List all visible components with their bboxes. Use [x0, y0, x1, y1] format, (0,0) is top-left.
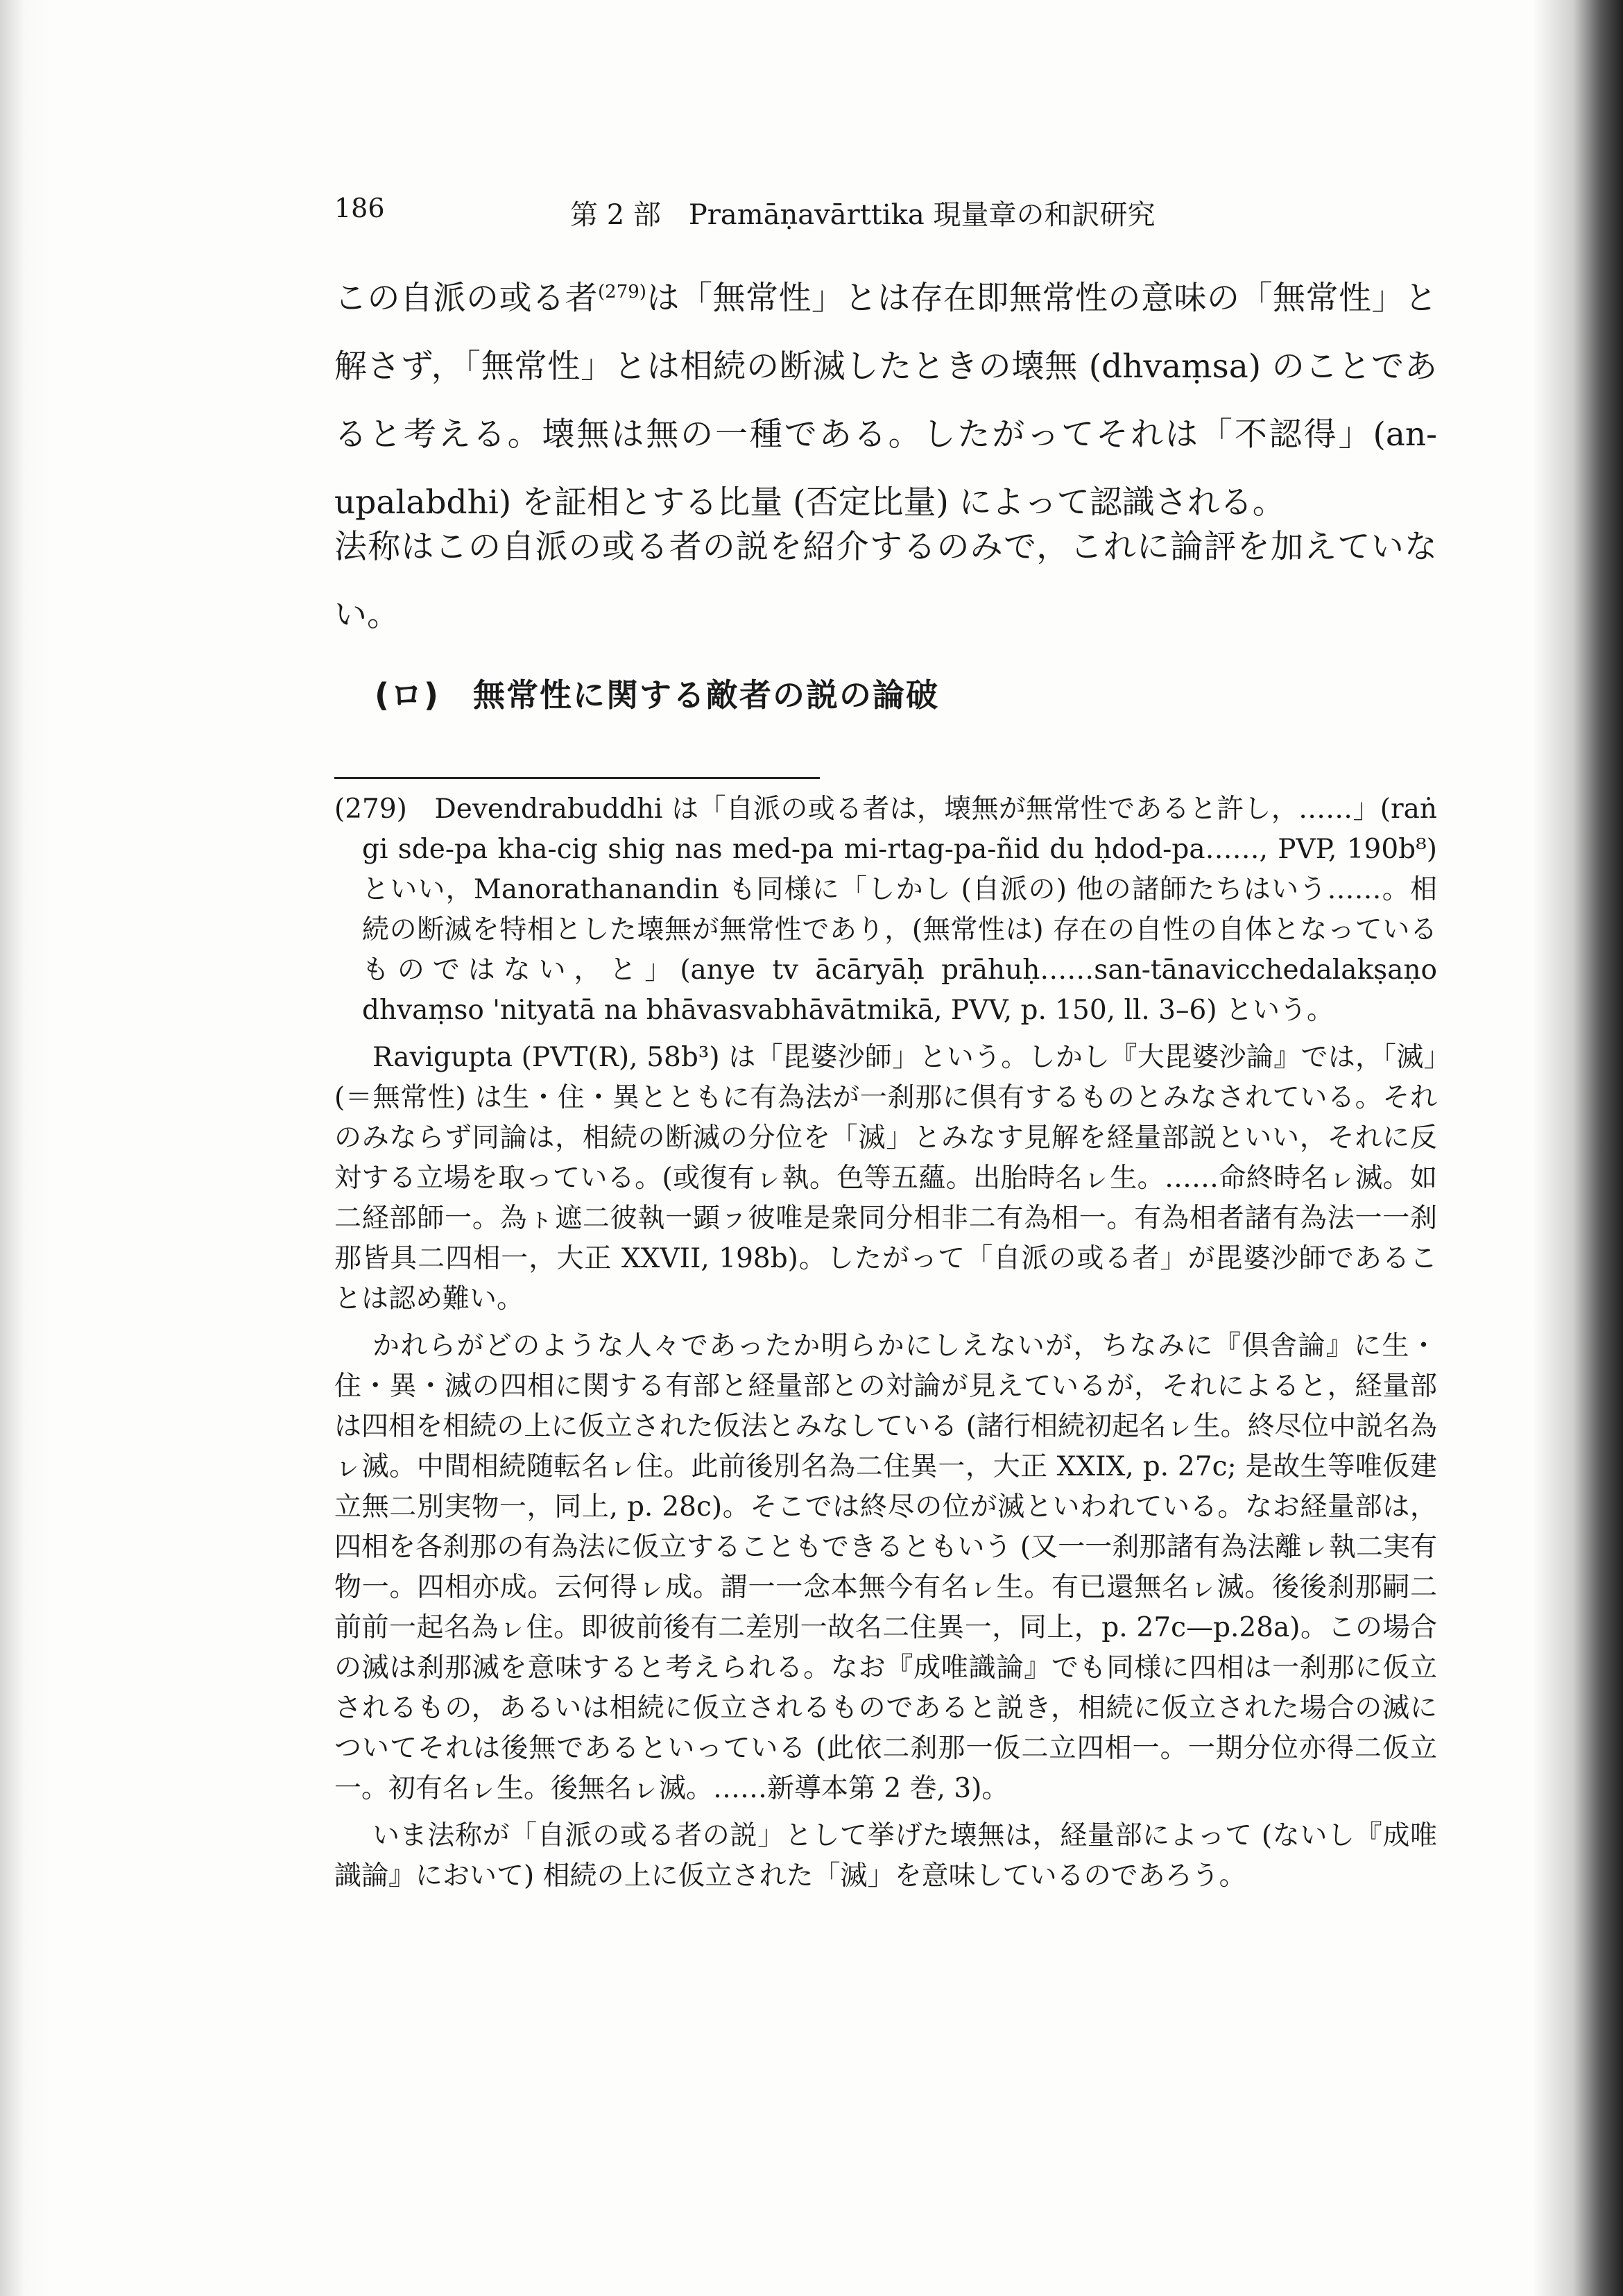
footnote-279: (279) Devendrabuddhi は「自派の或る者は，壊無が無常性であると許し，……」(raṅ gi sde-pa kha-cig shig nas med-pa mi-rtag-pa-ñid du ḥdod-pa……, PVP, 190b⁸) といい，Manorathanandin も同様に「しかし (自派の) 他の諸師たちはいう……。相続の断滅を特相とした壊無が無常性であり，(無常性は) 存在の自性の自体となっているものではない，と」(anye tv ācāryāḥ prāhuḥ……san-tānavicchedalakṣaṇo dhvaṃso 'nityatā na bhāvasvabhāvātmikā, PVV, p. 150, ll. 3–6) という。 [334, 794, 1437, 1026]
paragraph-2: 法称はこの自派の或る者の説を紹介するのみで，これに論評を加えていない。 [334, 528, 1437, 634]
page-number: 186 [334, 193, 385, 223]
footnote-para-3: かれらがどのような人々であったか明らかにしえないが，ちなみに『倶舎論』に生・住・異・滅の四相に関する有部と経量部との対論が見えているが，それによると，経量部は四相を相続の上に仮立された仮法とみなしている (諸行相続初起名ㇾ生。終尽位中説名為ㇾ滅。中間相続随転名ㇾ住。此前後別名為二住異一，大正 XXIX, p. 27c; 是故生等唯仮建立無二別実物一，同上, p. 28c)。そこでは終尽の位が滅といわれている。なお経量部は，四相を各刹那の有為法に仮立することもできるともいう (又一一刹那諸有為法離ㇾ執二実有物一。四相亦成。云何得ㇾ成。謂一一念本無今有名ㇾ生。有已還無名ㇾ滅。後後刹那嗣二前前一起名為ㇾ住。即彼前後有二差別一故名二住異一，同上，p. 27c—p.28a)。この場合の滅は刹那滅を意味すると考えられる。なお『成唯識論』でも同様に四相は一刹那に仮立されるもの，あるいは相続に仮立されるものであると説き，相続に仮立された場合の滅についてそれは後無であるといっている (此依二刹那一仮二立四相一。一期分位亦得二仮立一。初有名ㇾ生。後無名ㇾ滅。……新導本第 2 巻, 3)。 [334, 1330, 1437, 1804]
main-text [334, 258, 1437, 537]
footnote-rule [334, 777, 820, 779]
footnote-para-4: いま法称が「自派の或る者の説」として挙げた壊無は，経量部によって (ないし『成唯識論』において) 相続の上に仮立された「滅」を意味しているのであろう。 [334, 1820, 1437, 1892]
scan-edge-left [0, 0, 49, 2296]
running-head: 第 2 部 Pramāṇavārttika 現量章の和訳研究 [570, 199, 1156, 231]
main-text-2 [334, 513, 1437, 649]
footnote-para-2: Ravigupta (PVT(R), 58b³) は「毘婆沙師」という。しかし『大毘婆沙論』では，「滅」(＝無常性) は生・住・異とともに有為法が一刹那に倶有するものとみなされている。それのみならず同論は，相続の断滅の分位を「滅」とみなす見解を経量部説といい，それに反対する立場を取っている。(或復有ㇾ執。色等五蘊。出胎時名ㇾ生。……命終時名ㇾ滅。如二経部師一。為ㇳ遮二彼執一顕ㇷ彼唯是衆同分相非二有為相一。有為相者諸有為法一一刹那皆具二四相一，大正 XXVII, 198b)。したがって「自派の或る者」が毘婆沙師であることは認め難い。 [334, 1042, 1437, 1314]
footnote-ref-279[interactable]: (279) [598, 282, 646, 302]
paragraph-1: この自派の或る者$^{(279)}$は「無常性」とは存在即無常性の意味の「無常性」と解さず，「無常性」とは相続の断滅したときの壊無 (dhvaṃsa) のことであると考える。壊無は無の一種である。したがってそれは「不認得」(an-upalabdhi) を証相とする比量 (否定比量) によって認識される。 [334, 279, 1438, 522]
footnotes [334, 789, 1437, 1896]
page-header [334, 193, 1444, 234]
scan-binding-shadow [1533, 0, 1623, 2296]
section-heading: (ロ) 無常性に関する敵者の説の論破 [375, 676, 940, 714]
